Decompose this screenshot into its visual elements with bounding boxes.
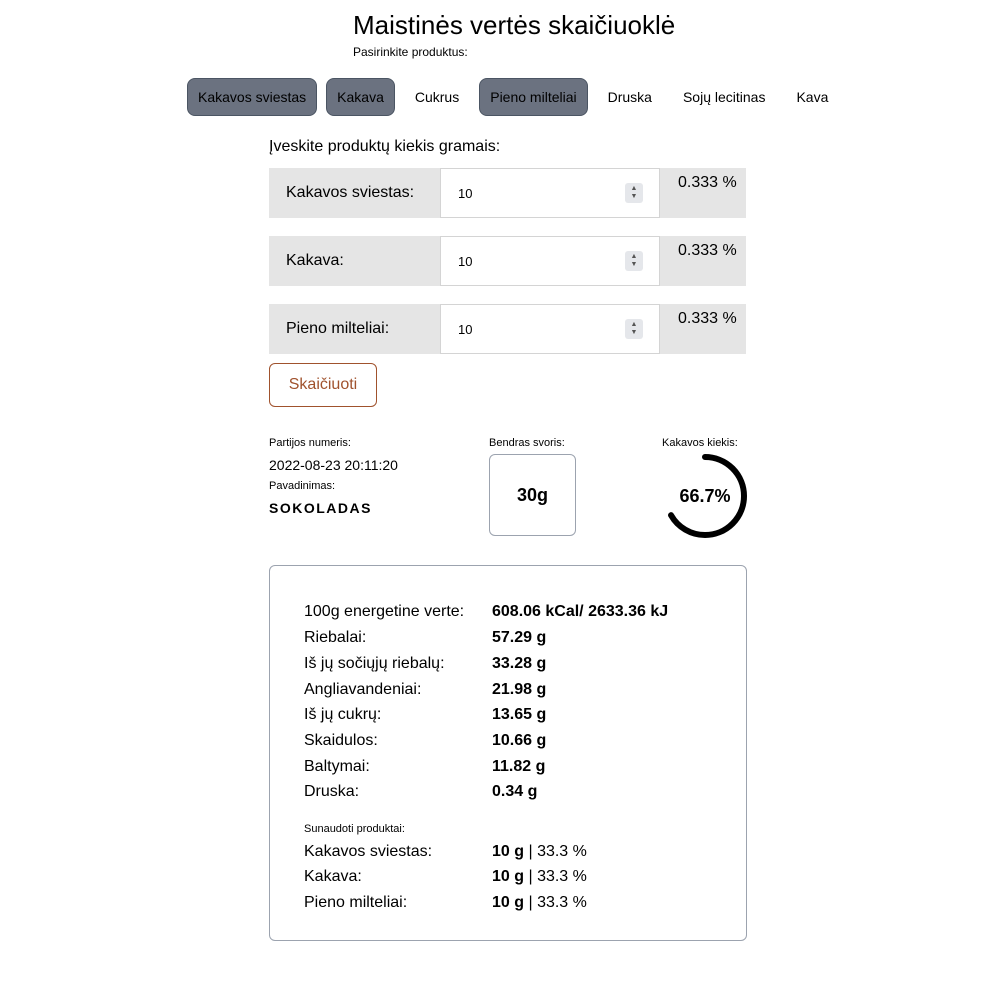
- used-product-label: Kakava:: [304, 868, 362, 885]
- nutrition-value: 0.34 g: [492, 783, 538, 800]
- page-title: Maistinės vertės skaičiuoklė: [353, 10, 676, 40]
- nutrition-value: 21.98 g: [492, 681, 547, 698]
- used-products-label: Sunaudoti produktai:: [304, 823, 405, 835]
- quantity-row: [269, 168, 746, 218]
- batch-number-label: Partijos numeris:: [269, 437, 351, 449]
- used-product-percent: | 33.3 %: [524, 894, 587, 911]
- used-product-grams: 10 g: [492, 843, 525, 860]
- total-weight-box: [489, 454, 576, 536]
- nutrition-value: 57.29 g: [492, 629, 547, 646]
- nutrition-value: 13.65 g: [492, 706, 547, 723]
- used-product-amount: [492, 843, 587, 861]
- product-chip-kava[interactable]: Kava: [796, 89, 829, 105]
- nutrition-label: Iš jų sočiųjų riebalų:: [304, 655, 445, 672]
- nutrition-label: Druska:: [304, 783, 360, 800]
- batch-name: SOKOLADAS: [269, 500, 372, 516]
- nutrition-label: Riebalai:: [304, 629, 367, 646]
- page-subtitle: Pasirinkite produktus:: [353, 45, 468, 59]
- nutrition-label: Iš jų cukrų:: [304, 706, 382, 723]
- used-product-amount: [492, 894, 587, 912]
- quantity-row-percent: 0.333 %: [678, 242, 737, 259]
- nutrition-value: 10.66 g: [492, 732, 547, 749]
- nutrition-label: Angliavandeniai:: [304, 681, 422, 698]
- quantity-row: [269, 236, 746, 286]
- total-weight-value: 30g: [516, 484, 549, 505]
- quantity-input-value: 10: [458, 186, 473, 201]
- quantity-row-percent: 0.333 %: [678, 174, 737, 191]
- calculate-button[interactable]: Skaičiuoti: [269, 363, 377, 407]
- total-weight-label: Bendras svoris:: [489, 437, 565, 449]
- spinner-icon[interactable]: ▲ ▼: [625, 183, 643, 203]
- product-chip-cukrus[interactable]: Cukrus: [414, 89, 460, 105]
- quantity-row-percent: 0.333 %: [678, 310, 737, 327]
- used-product-label: Kakavos sviestas:: [304, 843, 433, 860]
- product-chip-kakavos-sviestas[interactable]: Kakavos sviestas: [187, 78, 317, 116]
- cocoa-amount-label: Kakavos kiekis:: [662, 437, 738, 449]
- quantity-row-label: Kakava:: [286, 252, 344, 269]
- nutrition-value: 11.82 g: [492, 758, 546, 775]
- used-product-label: Pieno milteliai:: [304, 894, 408, 911]
- nutrition-label: Baltymai:: [304, 758, 370, 775]
- quantity-input-value: 10: [458, 322, 473, 337]
- product-chip-pieno-milteliai[interactable]: Pieno milteliai: [479, 78, 587, 116]
- nutrition-value: 33.28 g: [492, 655, 547, 672]
- used-product-grams: 10 g: [492, 868, 525, 885]
- quantity-instruction: Įveskite produktų kiekis gramais:: [269, 138, 501, 155]
- quantity-row-label: Pieno milteliai:: [286, 320, 390, 337]
- quantity-row: [269, 304, 746, 354]
- used-product-amount: [492, 868, 587, 886]
- quantity-input[interactable]: [440, 168, 660, 218]
- spinner-icon[interactable]: ▲ ▼: [625, 251, 643, 271]
- spinner-icon[interactable]: ▲ ▼: [625, 319, 643, 339]
- cocoa-gauge-value: 66.7%: [679, 485, 731, 506]
- batch-name-label: Pavadinimas:: [269, 480, 336, 492]
- product-selector: [187, 78, 848, 116]
- nutrition-label: Skaidulos:: [304, 732, 378, 749]
- nutrition-label: 100g energetine verte:: [304, 603, 465, 620]
- quantity-input[interactable]: [440, 304, 660, 354]
- product-chip-soju-lecitinas[interactable]: Sojų lecitinas: [682, 89, 766, 105]
- used-product-percent: | 33.3 %: [524, 868, 587, 885]
- product-chip-kakava[interactable]: Kakava: [326, 78, 395, 116]
- nutrition-value: 608.06 kCal/ 2633.36 kJ: [492, 603, 669, 620]
- quantity-row-label: Kakavos sviestas:: [286, 184, 415, 201]
- product-chip-druska[interactable]: Druska: [607, 89, 652, 105]
- used-product-grams: 10 g: [492, 894, 525, 911]
- batch-number: 2022-08-23 20:11:20: [269, 457, 398, 473]
- quantity-input[interactable]: [440, 236, 660, 286]
- quantity-input-value: 10: [458, 254, 473, 269]
- used-product-percent: | 33.3 %: [524, 843, 587, 860]
